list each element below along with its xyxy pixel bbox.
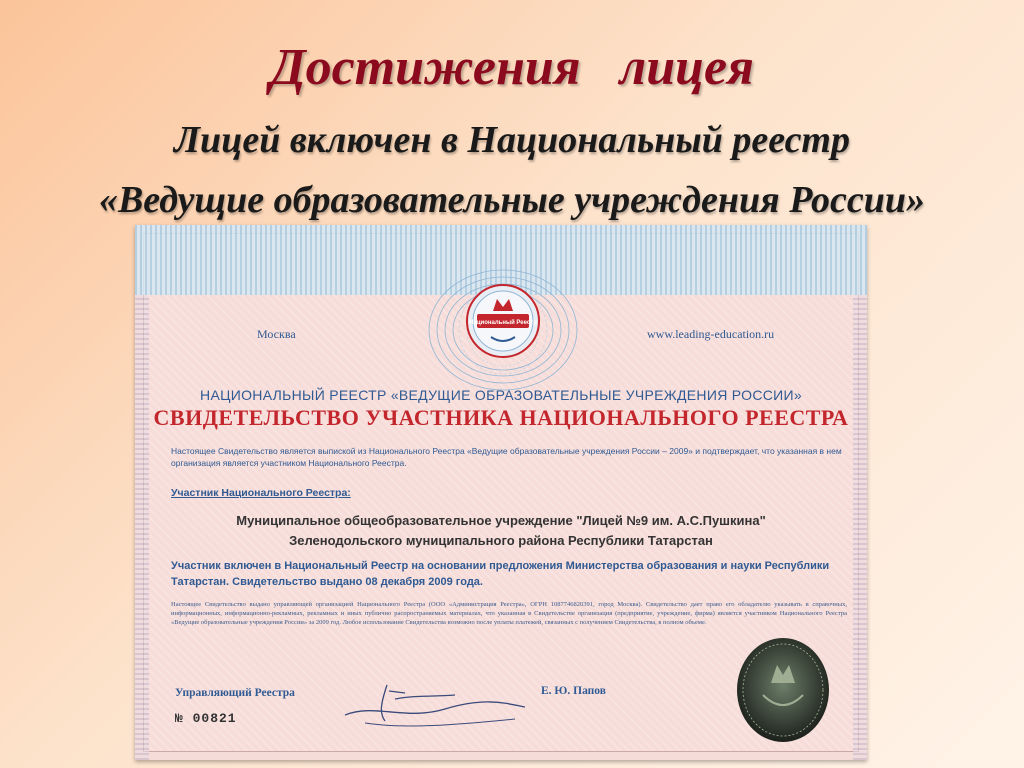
- inclusion-basis: Участник включен в Национальный Реестр на основании предложения Министерства образования и науки Республики Татарстан. Свидетельство выдано 08 декабря 2009 года.: [171, 560, 830, 588]
- manager-name: Е. Ю. Папов: [541, 685, 606, 697]
- organization-line1: Муниципальное общеобразовательное учреждение "Лицей №9 им. А.С.Пушкина": [236, 513, 766, 528]
- certificate-intro: Настоящее Свидетельство является выпиской из Национального Реестра «Ведущие образовательные учреждения России – 2009» и подтверждает, что указанная в нем организация является участником Национального Реестра.: [171, 446, 842, 468]
- participant-label: Участник Национального Реестра:: [171, 487, 351, 499]
- signature-graphic: [335, 673, 535, 733]
- emblem-text: Национальный Реестр: [469, 320, 537, 326]
- manager-label: Управляющий Реестра: [175, 687, 295, 699]
- certificate-title: СВИДЕТЕЛЬСТВО УЧАСТНИКА НАЦИОНАЛЬНОГО РЕЕСТРА: [153, 405, 849, 430]
- national-registry-emblem: [463, 281, 543, 361]
- certificate-number: № 00821: [175, 711, 237, 726]
- slide-subtitle-line2: «Ведущие образовательные учреждения России»: [98, 179, 926, 221]
- slide-subtitle-line1: Лицей включен в Национальный реестр: [173, 119, 850, 161]
- fine-print: Настоящее Свидетельство выдано управляющей организацией Национального Реестра (ООО «Администрация Реестра», ОГРН 1087746820391, город Москва). Свидетельство дает право его обладателю указывать в справочных, информационных, информационно-рекламных, рекламных и иных публично распространяемых материалах, что указанная в Свидетельстве организация (предприятие, учреждение, фирма) является участником Национального Реестра «Ведущие образовательные учреждения России» за 2009 год. Любое использование Свидетельства возможно после уплаты платежей, связанных с получением Свидетельства, в полном объеме.: [171, 601, 847, 626]
- slide-title: Достижения лицея: [270, 39, 754, 96]
- registry-header: НАЦИОНАЛЬНЫЙ РЕЕСТР «ВЕДУЩИЕ ОБРАЗОВАТЕЛЬНЫЕ УЧРЕЖДЕНИЯ РОССИИ»: [200, 387, 802, 403]
- certificate-city: Москва: [257, 327, 296, 341]
- organization-name: [135, 511, 867, 551]
- organization-line2: Зеленодольского муниципального района Республики Татарстан: [289, 533, 713, 548]
- hologram-seal-icon: [733, 635, 833, 745]
- certificate-image: [135, 225, 867, 760]
- certificate-website: www.leading-education.ru: [647, 327, 775, 341]
